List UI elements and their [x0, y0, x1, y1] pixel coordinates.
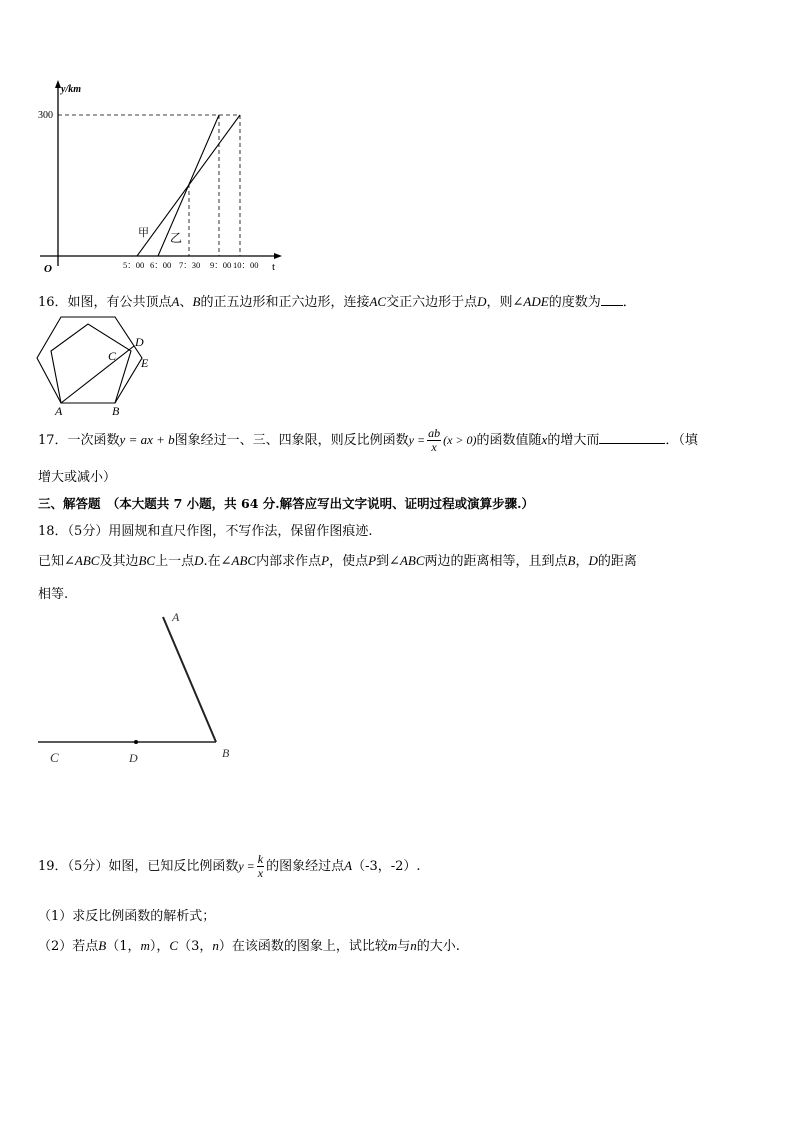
- x-axis-arrow: [274, 253, 282, 259]
- question-17-line2: 增大或减小）: [38, 470, 117, 485]
- question-16: 16．如图，有公共顶点A、B的正五边形和正六边形，连接AC交正六边形于点D，则∠ADE的度数为 ．: [38, 294, 636, 310]
- line-yi: [158, 115, 219, 256]
- origin-label: O: [44, 263, 52, 275]
- label-C: C: [50, 750, 59, 765]
- segment-AD: [61, 346, 134, 403]
- question-17: 17．一次函数y = ax + b图象经过一、三、四象限，则反比例函数y = $\frac{ab}{x}$ (x > 0)的函数值随x的增大而 ．（填: [38, 426, 698, 454]
- y-axis-label: y/km: [61, 84, 81, 95]
- x-tick-500: 5：00: [123, 260, 145, 270]
- point-D: [134, 740, 138, 744]
- label-B: B: [112, 404, 120, 418]
- distance-time-graph: [30, 78, 290, 278]
- question-18-line3: 相等.: [38, 587, 69, 602]
- label-A: A: [172, 610, 180, 624]
- question-19: 19．（5分）如图，已知反比例函数y = $\frac{k}{x}$ 的图象经过点A（-3，-2）.: [38, 852, 421, 880]
- fraction-k-over-x: $\frac{k}{x}$: [257, 852, 264, 880]
- pentagon-hexagon-figure: [34, 312, 164, 418]
- line-yi-label: 乙: [170, 231, 183, 245]
- answer-blank-17[interactable]: [599, 443, 665, 444]
- label-E: E: [141, 356, 149, 370]
- line-jia-label: 甲: [138, 227, 149, 239]
- answer-blank-16[interactable]: [601, 305, 623, 306]
- label-A: A: [55, 404, 63, 418]
- question-19-part2: （2）若点B（1，m），C（3，n）在该函数的图象上，试比较m与n的大小.: [38, 938, 460, 954]
- x-tick-600: 6：00: [150, 260, 172, 270]
- x-tick-900: 9：00: [210, 260, 232, 270]
- x-tick-730: 7：30: [179, 260, 201, 270]
- question-18-line1: 18．（5分）用圆规和直尺作图，不写作法，保留作图痕迹.: [38, 524, 373, 539]
- x-tick-1000: 10：00: [233, 260, 259, 270]
- label-D: D: [135, 335, 144, 349]
- label-C: C: [108, 349, 117, 363]
- fraction-ab-over-x: $\frac{ab}{x}$: [428, 426, 441, 454]
- label-D: D: [129, 751, 138, 765]
- x-axis-label: t: [272, 261, 276, 273]
- y-tick-300: 300: [38, 110, 53, 121]
- ray-BA: [163, 617, 216, 742]
- question-19-part1: （1）求反比例函数的解析式；: [38, 909, 216, 924]
- label-B: B: [222, 746, 230, 760]
- angle-abc-figure: [34, 605, 244, 775]
- section-3-heading: 三、解答题 （本大题共 7 小题，共 64 分.解答应写出文字说明、证明过程或演算步骤.）: [38, 496, 534, 511]
- question-18-line2: 已知∠ABC及其边BC上一点D.在∠ABC内部求作点P，使点P到∠ABC两边的距离相等，且到点B，D的距离: [38, 553, 637, 569]
- pentagon: [51, 324, 131, 403]
